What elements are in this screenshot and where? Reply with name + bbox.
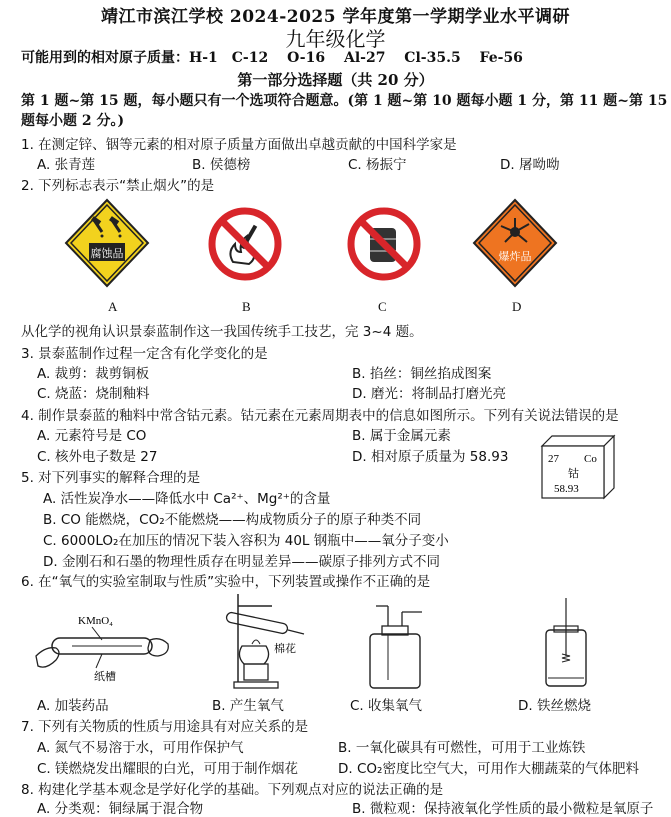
q3-option-a: A. 裁剪：裁剪铜板 bbox=[37, 366, 150, 382]
q5-option-a: A. 活性炭净水——降低水中 Ca²⁺、Mg²⁺的含量 bbox=[43, 491, 331, 507]
no-fire-sign-icon bbox=[207, 206, 283, 282]
heating-apparatus-figure bbox=[212, 586, 312, 692]
exam-title: 靖江市滨江学校 2024-2025 学年度第一学期学业水平调研 bbox=[100, 7, 571, 27]
q1-option-c: C. 杨振宁 bbox=[348, 157, 407, 173]
sign-label-a: A bbox=[108, 299, 118, 314]
element-mass: 58.93 bbox=[554, 483, 579, 495]
q4-option-c: C. 核外电子数是 27 bbox=[37, 449, 158, 465]
question-5-stem: 5. 对下列事实的解释合理的是 bbox=[21, 470, 201, 486]
atomic-mass-line: 可能用到的相对原子质量：H-1 C-12 O-16 Al-27 Cl-35.5 Fe-56 bbox=[21, 50, 523, 66]
question-8-stem: 8. 构建化学基本观念是学好化学的基础。下列观点对应的说法正确的是 bbox=[21, 782, 444, 798]
q1-option-d: D. 屠呦呦 bbox=[500, 157, 560, 173]
kmno4-label: KMnO₄ bbox=[78, 615, 114, 627]
element-number: 27 bbox=[548, 453, 559, 465]
gas-bottle-figure bbox=[362, 604, 432, 690]
q3-option-b: B. 掐丝：铜丝掐成图案 bbox=[352, 366, 492, 382]
exam-subtitle: 九年级化学 bbox=[285, 27, 386, 51]
q3-option-d: D. 磨光：将制品打磨光亮 bbox=[352, 386, 506, 402]
explosive-sign-label: 爆炸品 bbox=[498, 250, 532, 263]
cotton-label: 棉花 bbox=[274, 642, 296, 655]
q4-option-b: B. 属于金属元素 bbox=[352, 428, 451, 444]
instructions: 第 1 题~第 15 题，每小题只有一个选项符合题意。(第 1 题~第 10 题每小题 1 分，第 11 题~第 15 题每小题 2 分。) bbox=[21, 93, 668, 129]
q7-option-d: D. CO₂密度比空气大，可用作大棚蔬菜的气体肥料 bbox=[338, 761, 639, 777]
q8-option-a: A. 分类观：铜绿属于混合物 bbox=[37, 801, 204, 817]
sign-label-c: C bbox=[378, 299, 387, 314]
q4-option-a: A. 元素符号是 CO bbox=[37, 428, 147, 444]
q1-option-b: B. 侯德榜 bbox=[192, 157, 251, 173]
sign-label-d: D bbox=[512, 299, 522, 314]
q6-option-d: D. 铁丝燃烧 bbox=[518, 698, 591, 714]
adding-drug-figure bbox=[32, 610, 172, 688]
q6-option-c: C. 收集氧气 bbox=[350, 698, 423, 714]
q5-option-d: D. 金刚石和石墨的物理性质存在明显差异——碳原子排列方式不同 bbox=[43, 554, 440, 570]
question-7-stem: 7. 下列有关物质的性质与用途具有对应关系的是 bbox=[21, 719, 309, 735]
q3-option-c: C. 烧蓝：烧制釉料 bbox=[37, 386, 150, 402]
element-symbol: Co bbox=[584, 453, 597, 465]
q7-option-c: C. 镁燃烧发出耀眼的白光，可用于制作烟花 bbox=[37, 761, 299, 777]
q8-option-b: B. 微粒观：保持液氧化学性质的最小微粒是氧原子 bbox=[352, 801, 654, 817]
q6-option-a: A. 加装药品 bbox=[37, 698, 109, 714]
question-3-stem: 3. 景泰蓝制作过程一定含有化学变化的是 bbox=[21, 346, 268, 362]
question-6-stem: 6. 在“氧气的实验室制取与性质”实验中，下列装置或操作不正确的是 bbox=[21, 574, 431, 590]
q5-option-c: C. 6000LO₂在加压的情况下装入容积为 40L 钢瓶中——氧分子变小 bbox=[43, 533, 449, 549]
passage-intro: 从化学的视角认识景泰蓝制作这一我国传统手工技艺，完 3~4 题。 bbox=[21, 324, 423, 340]
q5-option-b: B. CO 能燃烧，CO₂不能燃烧——构成物质分子的原子种类不同 bbox=[43, 512, 422, 528]
iron-wire-bottle-figure bbox=[540, 598, 590, 690]
q7-option-b: B. 一氧化碳具有可燃性，可用于工业炼铁 bbox=[338, 740, 586, 756]
q4-option-d: D. 相对原子质量为 58.93 bbox=[352, 449, 509, 465]
paper-trough-label: 纸槽 bbox=[94, 670, 116, 683]
corrosive-sign-icon bbox=[64, 198, 150, 288]
question-4-stem: 4. 制作景泰蓝的釉料中常含钴元素。钴元素在元素周期表中的信息如图所示。下列有关说法错误的是 bbox=[21, 408, 619, 424]
q7-option-a: A. 氮气不易溶于水，可用作保护气 bbox=[37, 740, 244, 756]
corrosive-sign-label: 腐蚀品 bbox=[90, 247, 124, 260]
question-1-stem: 1. 在测定锌、铟等元素的相对原子质量方面做出卓越贡献的中国科学家是 bbox=[21, 137, 457, 153]
explosive-sign-icon bbox=[472, 198, 558, 288]
q1-option-a: A. 张青莲 bbox=[37, 157, 96, 173]
no-barrel-sign-icon bbox=[346, 206, 422, 282]
section-heading: 第一部分选择题（共 20 分） bbox=[237, 71, 434, 89]
element-name: 钴 bbox=[568, 467, 579, 480]
sign-label-b: B bbox=[242, 299, 251, 314]
question-2-stem: 2. 下列标志表示“禁止烟火”的是 bbox=[21, 178, 215, 194]
q6-option-b: B. 产生氧气 bbox=[212, 698, 284, 714]
cobalt-element-card bbox=[540, 434, 616, 500]
